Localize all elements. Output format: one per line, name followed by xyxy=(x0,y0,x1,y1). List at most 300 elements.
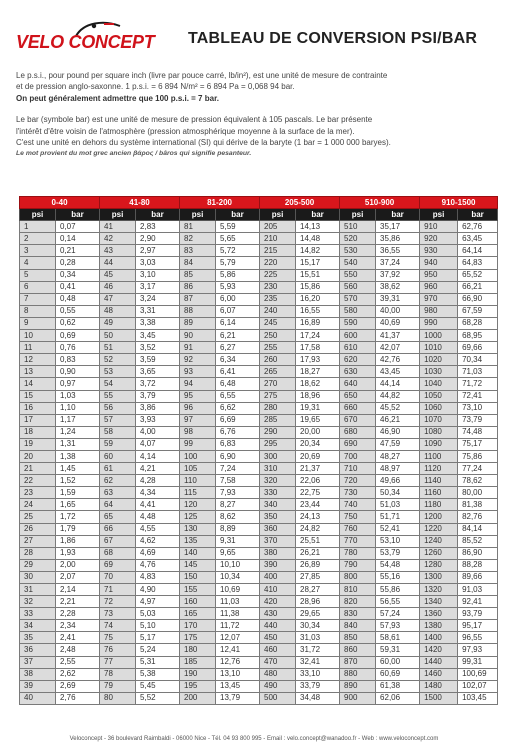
psi-cell: 44 xyxy=(100,257,136,269)
psi-cell: 235 xyxy=(260,293,296,305)
bar-cell: 2,76 xyxy=(56,692,100,704)
psi-cell: 980 xyxy=(420,305,458,317)
table-row xyxy=(20,692,498,704)
bar-cell: 102,07 xyxy=(458,680,498,692)
bar-column-header: bar xyxy=(216,209,260,221)
bar-cell: 14,82 xyxy=(296,245,340,257)
bar-cell: 37,92 xyxy=(376,269,420,281)
bar-cell: 1,79 xyxy=(56,523,100,535)
psi-cell: 580 xyxy=(340,305,376,317)
psi-cell: 66 xyxy=(100,523,136,535)
psi-cell: 230 xyxy=(260,281,296,293)
psi-cell: 41 xyxy=(100,221,136,233)
psi-column-header: psi xyxy=(180,209,216,221)
bar-cell: 2,21 xyxy=(56,596,100,608)
psi-cell: 1010 xyxy=(420,342,458,354)
psi-cell: 1200 xyxy=(420,511,458,523)
table-row xyxy=(20,330,498,342)
psi-cell: 360 xyxy=(260,523,296,535)
table-row xyxy=(20,523,498,535)
intro-text xyxy=(16,70,496,160)
intro-line-bold: On peut généralement admettre que 100 p.s.i. = 7 bar. xyxy=(16,93,219,103)
table-row xyxy=(20,378,498,390)
psi-cell: 38 xyxy=(20,668,56,680)
bar-cell: 5,79 xyxy=(216,257,260,269)
bar-cell: 3,86 xyxy=(136,402,180,414)
psi-cell: 185 xyxy=(180,656,216,668)
table-row xyxy=(20,390,498,402)
brand-logo-text: VELO CONCEPT xyxy=(16,32,155,52)
bar-cell: 69,66 xyxy=(458,342,498,354)
bar-cell: 46,21 xyxy=(376,414,420,426)
psi-cell: 1440 xyxy=(420,656,458,668)
psi-cell: 820 xyxy=(340,596,376,608)
psi-cell: 370 xyxy=(260,535,296,547)
bar-column-header: bar xyxy=(296,209,340,221)
bar-cell: 93,79 xyxy=(458,608,498,620)
psi-cell: 215 xyxy=(260,245,296,257)
bar-cell: 1,17 xyxy=(56,414,100,426)
table-row xyxy=(20,221,498,233)
psi-cell: 140 xyxy=(180,547,216,559)
psi-cell: 45 xyxy=(100,269,136,281)
psi-cell: 320 xyxy=(260,475,296,487)
psi-cell: 940 xyxy=(420,257,458,269)
psi-cell: 225 xyxy=(260,269,296,281)
bar-cell: 6,90 xyxy=(216,450,260,462)
bar-cell: 3,03 xyxy=(136,257,180,269)
bar-cell: 6,41 xyxy=(216,366,260,378)
bar-cell: 22,75 xyxy=(296,487,340,499)
bar-cell: 48,97 xyxy=(376,463,420,475)
psi-cell: 84 xyxy=(180,257,216,269)
bar-cell: 2,28 xyxy=(56,608,100,620)
bar-cell: 27,85 xyxy=(296,571,340,583)
bar-cell: 4,90 xyxy=(136,584,180,596)
bar-cell: 18,62 xyxy=(296,378,340,390)
bar-cell: 57,24 xyxy=(376,608,420,620)
psi-cell: 830 xyxy=(340,608,376,620)
psi-cell: 115 xyxy=(180,487,216,499)
range-header-row xyxy=(20,197,498,209)
psi-cell: 35 xyxy=(20,632,56,644)
psi-cell: 30 xyxy=(20,571,56,583)
psi-cell: 67 xyxy=(100,535,136,547)
psi-cell: 75 xyxy=(100,632,136,644)
psi-cell: 880 xyxy=(340,668,376,680)
bar-cell: 6,00 xyxy=(216,293,260,305)
psi-cell: 520 xyxy=(340,233,376,245)
table-row xyxy=(20,269,498,281)
bar-cell: 40,00 xyxy=(376,305,420,317)
bar-cell: 33,10 xyxy=(296,668,340,680)
table-row xyxy=(20,596,498,608)
psi-cell: 12 xyxy=(20,354,56,366)
psi-cell: 510 xyxy=(340,221,376,233)
bar-cell: 71,72 xyxy=(458,378,498,390)
psi-cell: 1360 xyxy=(420,608,458,620)
psi-cell: 740 xyxy=(340,499,376,511)
bar-cell: 18,27 xyxy=(296,366,340,378)
bar-cell: 75,86 xyxy=(458,450,498,462)
bar-cell: 91,03 xyxy=(458,584,498,596)
psi-cell: 83 xyxy=(180,245,216,257)
psi-cell: 69 xyxy=(100,559,136,571)
psi-cell: 52 xyxy=(100,354,136,366)
psi-cell: 430 xyxy=(260,608,296,620)
intro-line: et de pression anglo-saxonne. 1 p.s.i. = 6 894 N/m² = 6 894 Pa = 0,068 94 bar. xyxy=(16,82,295,92)
psi-cell: 32 xyxy=(20,596,56,608)
bar-cell: 6,34 xyxy=(216,354,260,366)
bar-cell: 15,51 xyxy=(296,269,340,281)
psi-cell: 110 xyxy=(180,475,216,487)
bar-cell: 73,10 xyxy=(458,402,498,414)
bar-cell: 78,62 xyxy=(458,475,498,487)
intro-line: Le p.s.i., pour pound per square inch (livre par pouce carré, lb/in²), est une unité de mesure de contrainte xyxy=(16,71,388,80)
bar-cell: 1,10 xyxy=(56,402,100,414)
bar-cell: 1,52 xyxy=(56,475,100,487)
bar-cell: 3,45 xyxy=(136,330,180,342)
psi-cell: 440 xyxy=(260,620,296,632)
bar-cell: 28,96 xyxy=(296,596,340,608)
bar-cell: 0,07 xyxy=(56,221,100,233)
bar-cell: 58,61 xyxy=(376,632,420,644)
bar-cell: 2,90 xyxy=(136,233,180,245)
bar-cell: 9,65 xyxy=(216,547,260,559)
bar-cell: 44,14 xyxy=(376,378,420,390)
psi-cell: 74 xyxy=(100,620,136,632)
psi-cell: 410 xyxy=(260,584,296,596)
bar-cell: 14,48 xyxy=(296,233,340,245)
psi-cell: 62 xyxy=(100,475,136,487)
psi-cell: 490 xyxy=(260,680,296,692)
bar-cell: 80,00 xyxy=(458,487,498,499)
table-row xyxy=(20,535,498,547)
psi-cell: 125 xyxy=(180,511,216,523)
psi-cell: 1220 xyxy=(420,523,458,535)
psi-cell: 990 xyxy=(420,317,458,329)
bar-cell: 2,62 xyxy=(56,668,100,680)
bar-cell: 84,14 xyxy=(458,523,498,535)
psi-cell: 50 xyxy=(100,330,136,342)
bar-cell: 3,65 xyxy=(136,366,180,378)
bar-cell: 45,52 xyxy=(376,402,420,414)
table-row xyxy=(20,632,498,644)
table-row xyxy=(20,366,498,378)
psi-cell: 1340 xyxy=(420,596,458,608)
psi-cell: 49 xyxy=(100,317,136,329)
psi-cell: 860 xyxy=(340,644,376,656)
bar-cell: 23,44 xyxy=(296,499,340,511)
psi-cell: 48 xyxy=(100,305,136,317)
bar-cell: 3,79 xyxy=(136,390,180,402)
psi-cell: 890 xyxy=(340,680,376,692)
psi-cell: 1050 xyxy=(420,390,458,402)
psi-cell: 1120 xyxy=(420,463,458,475)
psi-cell: 730 xyxy=(340,487,376,499)
bar-cell: 72,41 xyxy=(458,390,498,402)
psi-cell: 59 xyxy=(100,438,136,450)
range-header: 510-900 xyxy=(340,197,420,209)
psi-cell: 105 xyxy=(180,463,216,475)
psi-cell: 1320 xyxy=(420,584,458,596)
bar-cell: 35,86 xyxy=(376,233,420,245)
bar-cell: 17,58 xyxy=(296,342,340,354)
bar-column-header: bar xyxy=(376,209,420,221)
footer: Veloconcept - 36 boulevard Raimbaldi - 06000 Nice - Tél. 04 93 800 995 - Email : velo.concept@wanadoo.fr - Web : www.veloconcept.com xyxy=(69,736,439,742)
psi-cell: 1460 xyxy=(420,668,458,680)
bar-cell: 53,10 xyxy=(376,535,420,547)
psi-column-header: psi xyxy=(420,209,458,221)
bar-cell: 61,38 xyxy=(376,680,420,692)
psi-cell: 180 xyxy=(180,644,216,656)
bar-cell: 68,28 xyxy=(458,317,498,329)
bar-cell: 8,89 xyxy=(216,523,260,535)
bar-cell: 0,34 xyxy=(56,269,100,281)
psi-column-header: psi xyxy=(260,209,296,221)
conversion-table xyxy=(19,196,498,705)
psi-cell: 660 xyxy=(340,402,376,414)
bar-cell: 11,03 xyxy=(216,596,260,608)
psi-cell: 20 xyxy=(20,450,56,462)
psi-cell: 1090 xyxy=(420,438,458,450)
psi-cell: 42 xyxy=(100,233,136,245)
table-row xyxy=(20,499,498,511)
bar-column-header: bar xyxy=(56,209,100,221)
psi-cell: 1500 xyxy=(420,692,458,704)
bar-cell: 0,41 xyxy=(56,281,100,293)
bar-cell: 4,69 xyxy=(136,547,180,559)
psi-cell: 79 xyxy=(100,680,136,692)
bar-cell: 35,17 xyxy=(376,221,420,233)
table-row xyxy=(20,305,498,317)
bar-cell: 51,03 xyxy=(376,499,420,511)
bar-cell: 14,13 xyxy=(296,221,340,233)
bar-cell: 1,24 xyxy=(56,426,100,438)
bar-cell: 5,86 xyxy=(216,269,260,281)
bar-cell: 99,31 xyxy=(458,656,498,668)
psi-column-header: psi xyxy=(340,209,376,221)
psi-cell: 56 xyxy=(100,402,136,414)
bar-cell: 49,66 xyxy=(376,475,420,487)
bar-cell: 6,83 xyxy=(216,438,260,450)
bar-cell: 86,90 xyxy=(458,547,498,559)
bar-cell: 0,28 xyxy=(56,257,100,269)
psi-cell: 40 xyxy=(20,692,56,704)
psi-cell: 780 xyxy=(340,547,376,559)
bar-cell: 4,34 xyxy=(136,487,180,499)
bar-cell: 2,48 xyxy=(56,644,100,656)
psi-cell: 5 xyxy=(20,269,56,281)
table-row xyxy=(20,559,498,571)
bar-cell: 2,55 xyxy=(56,656,100,668)
psi-cell: 275 xyxy=(260,390,296,402)
psi-cell: 135 xyxy=(180,535,216,547)
bar-cell: 2,07 xyxy=(56,571,100,583)
bar-cell: 3,72 xyxy=(136,378,180,390)
table-row xyxy=(20,450,498,462)
psi-cell: 21 xyxy=(20,463,56,475)
bar-cell: 6,62 xyxy=(216,402,260,414)
bar-cell: 7,24 xyxy=(216,463,260,475)
bar-cell: 0,55 xyxy=(56,305,100,317)
bar-cell: 57,93 xyxy=(376,620,420,632)
psi-cell: 97 xyxy=(180,414,216,426)
bar-cell: 3,10 xyxy=(136,269,180,281)
psi-cell: 710 xyxy=(340,463,376,475)
bar-cell: 2,41 xyxy=(56,632,100,644)
bar-cell: 31,03 xyxy=(296,632,340,644)
psi-cell: 9 xyxy=(20,317,56,329)
bar-cell: 64,14 xyxy=(458,245,498,257)
psi-cell: 53 xyxy=(100,366,136,378)
bar-cell: 6,76 xyxy=(216,426,260,438)
psi-cell: 265 xyxy=(260,366,296,378)
psi-cell: 33 xyxy=(20,608,56,620)
psi-cell: 175 xyxy=(180,632,216,644)
psi-cell: 14 xyxy=(20,378,56,390)
bar-cell: 95,17 xyxy=(458,620,498,632)
psi-cell: 800 xyxy=(340,571,376,583)
psi-cell: 220 xyxy=(260,257,296,269)
table-row xyxy=(20,245,498,257)
bar-cell: 12,41 xyxy=(216,644,260,656)
psi-cell: 470 xyxy=(260,656,296,668)
bar-cell: 51,71 xyxy=(376,511,420,523)
psi-cell: 1160 xyxy=(420,487,458,499)
psi-cell: 71 xyxy=(100,584,136,596)
bar-cell: 75,17 xyxy=(458,438,498,450)
psi-cell: 93 xyxy=(180,366,216,378)
psi-cell: 920 xyxy=(420,233,458,245)
psi-cell: 1030 xyxy=(420,366,458,378)
intro-line: C'est une unité en dehors du système international (SI) qui dérive de la baryte (1 bar = 1 000 000 baryes). xyxy=(16,138,391,148)
psi-cell: 540 xyxy=(340,257,376,269)
psi-cell: 300 xyxy=(260,450,296,462)
table-row xyxy=(20,571,498,583)
psi-cell: 37 xyxy=(20,656,56,668)
table-row xyxy=(20,426,498,438)
psi-cell: 18 xyxy=(20,426,56,438)
psi-cell: 82 xyxy=(180,233,216,245)
psi-cell: 255 xyxy=(260,342,296,354)
bar-cell: 89,66 xyxy=(458,571,498,583)
bar-cell: 3,59 xyxy=(136,354,180,366)
table-row xyxy=(20,342,498,354)
bar-cell: 20,00 xyxy=(296,426,340,438)
psi-cell: 285 xyxy=(260,414,296,426)
bar-cell: 1,59 xyxy=(56,487,100,499)
bar-cell: 96,55 xyxy=(458,632,498,644)
bar-cell: 6,48 xyxy=(216,378,260,390)
bar-cell: 3,38 xyxy=(136,317,180,329)
psi-cell: 450 xyxy=(260,632,296,644)
bar-cell: 2,69 xyxy=(56,680,100,692)
bar-cell: 5,10 xyxy=(136,620,180,632)
bar-cell: 2,34 xyxy=(56,620,100,632)
psi-cell: 92 xyxy=(180,354,216,366)
psi-cell: 88 xyxy=(180,305,216,317)
bar-cell: 82,76 xyxy=(458,511,498,523)
bar-cell: 1,03 xyxy=(56,390,100,402)
psi-cell: 27 xyxy=(20,535,56,547)
table-row xyxy=(20,281,498,293)
psi-cell: 120 xyxy=(180,499,216,511)
bar-cell: 100,69 xyxy=(458,668,498,680)
bar-cell: 88,28 xyxy=(458,559,498,571)
psi-cell: 65 xyxy=(100,511,136,523)
psi-cell: 22 xyxy=(20,475,56,487)
psi-cell: 650 xyxy=(340,390,376,402)
bar-cell: 1,31 xyxy=(56,438,100,450)
header xyxy=(16,18,496,58)
psi-cell: 1000 xyxy=(420,330,458,342)
psi-cell: 1240 xyxy=(420,535,458,547)
bar-cell: 66,21 xyxy=(458,281,498,293)
table-row xyxy=(20,547,498,559)
bar-cell: 47,59 xyxy=(376,438,420,450)
bar-cell: 59,31 xyxy=(376,644,420,656)
bar-cell: 5,52 xyxy=(136,692,180,704)
psi-cell: 86 xyxy=(180,281,216,293)
bar-cell: 42,07 xyxy=(376,342,420,354)
psi-cell: 1080 xyxy=(420,426,458,438)
table-row xyxy=(20,463,498,475)
bar-cell: 4,28 xyxy=(136,475,180,487)
psi-cell: 790 xyxy=(340,559,376,571)
psi-cell: 31 xyxy=(20,584,56,596)
bar-cell: 31,72 xyxy=(296,644,340,656)
psi-cell: 260 xyxy=(260,354,296,366)
bar-cell: 34,48 xyxy=(296,692,340,704)
bar-cell: 11,72 xyxy=(216,620,260,632)
psi-cell: 770 xyxy=(340,535,376,547)
psi-cell: 91 xyxy=(180,342,216,354)
psi-cell: 29 xyxy=(20,559,56,571)
table-row xyxy=(20,317,498,329)
bar-cell: 6,69 xyxy=(216,414,260,426)
psi-cell: 64 xyxy=(100,499,136,511)
bar-cell: 12,76 xyxy=(216,656,260,668)
bar-cell: 38,62 xyxy=(376,281,420,293)
bar-cell: 10,34 xyxy=(216,571,260,583)
psi-cell: 330 xyxy=(260,487,296,499)
bar-cell: 5,03 xyxy=(136,608,180,620)
table-row xyxy=(20,233,498,245)
psi-cell: 590 xyxy=(340,317,376,329)
bar-column-header: bar xyxy=(136,209,180,221)
psi-cell: 810 xyxy=(340,584,376,596)
psi-cell: 17 xyxy=(20,414,56,426)
psi-cell: 47 xyxy=(100,293,136,305)
psi-cell: 11 xyxy=(20,342,56,354)
psi-cell: 25 xyxy=(20,511,56,523)
table-row xyxy=(20,257,498,269)
psi-cell: 500 xyxy=(260,692,296,704)
psi-cell: 960 xyxy=(420,281,458,293)
psi-cell: 1380 xyxy=(420,620,458,632)
bar-cell: 63,45 xyxy=(458,233,498,245)
bar-cell: 16,89 xyxy=(296,317,340,329)
bar-cell: 103,45 xyxy=(458,692,498,704)
psi-cell: 26 xyxy=(20,523,56,535)
psi-cell: 78 xyxy=(100,668,136,680)
range-header: 205-500 xyxy=(260,197,340,209)
psi-cell: 72 xyxy=(100,596,136,608)
bar-cell: 4,14 xyxy=(136,450,180,462)
bar-cell: 6,55 xyxy=(216,390,260,402)
bar-cell: 3,93 xyxy=(136,414,180,426)
